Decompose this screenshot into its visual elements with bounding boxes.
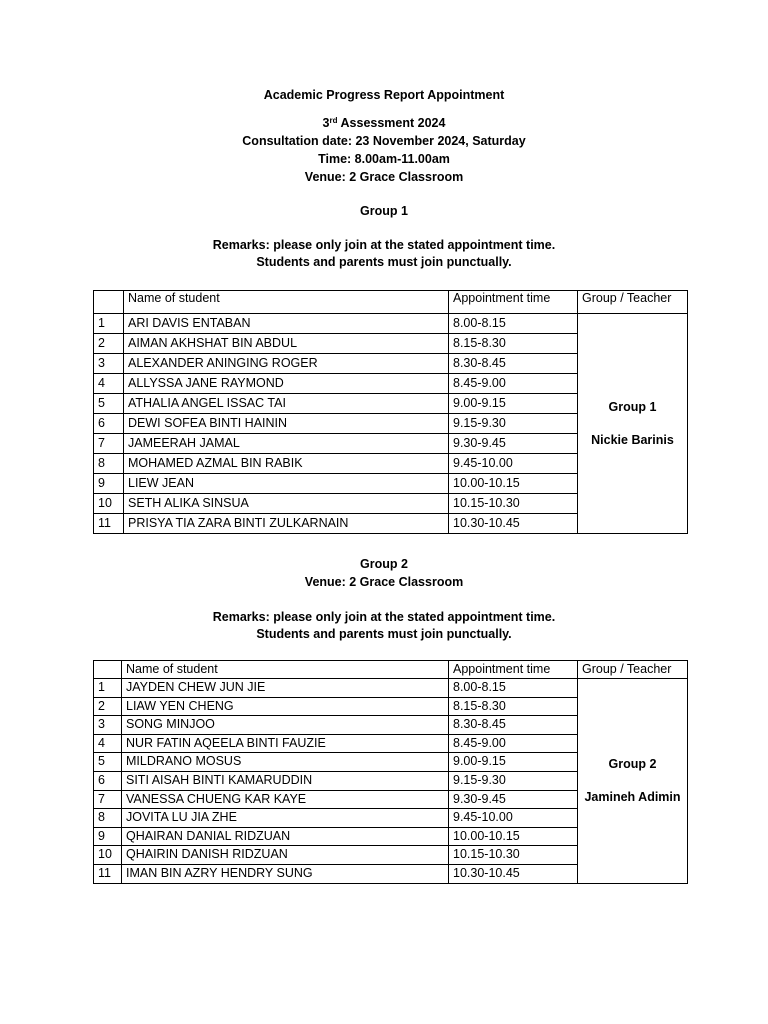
appointment-time: 8.30-8.45 [449,716,578,735]
row-number: 5 [94,753,122,772]
row-number: 1 [94,679,122,698]
row-number: 6 [94,414,124,434]
student-name: NUR FATIN AQEELA BINTI FAUZIE [122,734,449,753]
student-name: LIEW JEAN [124,474,449,494]
assessment-line [0,114,768,132]
row-number: 3 [94,716,122,735]
row-number: 4 [94,734,122,753]
time-line: Time: 8.00am-11.00am [318,152,450,166]
appointment-time: 9.00-9.15 [449,394,578,414]
row-number: 7 [94,434,124,454]
group1-table [93,290,688,534]
appointment-time: 10.30-10.45 [449,514,578,534]
table-row [94,314,688,334]
table-row [94,679,688,698]
row-number: 2 [94,334,124,354]
appointment-time: 9.45-10.00 [449,454,578,474]
assessment-number: 3 [322,116,330,130]
group-label: Group 2 [608,756,657,771]
document-title: Academic Progress Report Appointment [263,88,505,102]
remarks-line-1: Remarks: please only join at the stated appointment time. [212,238,556,252]
group2-heading: Group 2 [360,557,408,571]
appointment-time: 10.00-10.15 [449,474,578,494]
row-number: 9 [94,474,124,494]
appointment-time: 8.00-8.15 [449,679,578,698]
group1-remarks [0,237,768,271]
appointment-time: 8.45-9.00 [449,734,578,753]
col-number [94,661,122,679]
row-number: 5 [94,394,124,414]
group2-table [93,660,688,884]
student-name: LIAW YEN CHENG [122,697,449,716]
col-name: Name of student [124,291,449,314]
remarks-line-1: Remarks: please only join at the stated appointment time. [212,610,556,624]
group-teacher-cell [578,679,688,884]
group-teacher-cell [578,314,688,534]
student-name: SONG MINJOO [122,716,449,735]
row-number: 4 [94,374,124,394]
row-number: 6 [94,771,122,790]
col-name: Name of student [122,661,449,679]
row-number: 10 [94,846,122,865]
student-name: SETH ALIKA SINSUA [124,494,449,514]
student-name: VANESSA CHUENG KAR KAYE [122,790,449,809]
teacher-name: Jamineh Adimin [584,789,681,804]
col-group: Group / Teacher [578,661,688,679]
student-name: QHAIRIN DANISH RIDZUAN [122,846,449,865]
student-name: ALLYSSA JANE RAYMOND [124,374,449,394]
col-time: Appointment time [449,291,578,314]
row-number: 7 [94,790,122,809]
student-name: JAMEERAH JAMAL [124,434,449,454]
appointment-time: 9.30-9.45 [449,434,578,454]
student-name: ARI DAVIS ENTABAN [124,314,449,334]
appointment-time: 10.30-10.45 [449,864,578,883]
appointment-time: 9.00-9.15 [449,753,578,772]
appointment-time: 8.15-8.30 [449,334,578,354]
group2-venue: Venue: 2 Grace Classroom [304,575,464,589]
col-time: Appointment time [449,661,578,679]
student-name: ALEXANDER ANINGING ROGER [124,354,449,374]
row-number: 8 [94,809,122,828]
row-number: 10 [94,494,124,514]
assessment-text: Assessment 2024 [337,116,446,130]
group2-remarks [0,609,768,643]
teacher-name: Nickie Barinis [591,432,674,447]
table-header-row [94,661,688,679]
group-label: Group 1 [608,399,657,414]
row-number: 1 [94,314,124,334]
header-block [0,114,768,186]
row-number: 2 [94,697,122,716]
student-name: QHAIRAN DANIAL RIDZUAN [122,827,449,846]
student-name: AIMAN AKHSHAT BIN ABDUL [124,334,449,354]
row-number: 8 [94,454,124,474]
appointment-time: 9.15-9.30 [449,414,578,434]
appointment-time: 8.00-8.15 [449,314,578,334]
row-number: 9 [94,827,122,846]
appointment-time: 9.30-9.45 [449,790,578,809]
group1-heading: Group 1 [360,204,408,218]
student-name: DEWI SOFEA BINTI HAININ [124,414,449,434]
col-number [94,291,124,314]
appointment-time: 8.30-8.45 [449,354,578,374]
row-number: 3 [94,354,124,374]
appointment-time: 8.15-8.30 [449,697,578,716]
student-name: JAYDEN CHEW JUN JIE [122,679,449,698]
col-group: Group / Teacher [578,291,688,314]
student-name: MOHAMED AZMAL BIN RABIK [124,454,449,474]
venue-line: Venue: 2 Grace Classroom [304,170,464,184]
row-number: 11 [94,514,124,534]
row-number: 11 [94,864,122,883]
assessment-suffix: rd [329,116,338,125]
student-name: PRISYA TIA ZARA BINTI ZULKARNAIN [124,514,449,534]
appointment-time: 10.15-10.30 [449,494,578,514]
appointment-time: 10.15-10.30 [449,846,578,865]
student-name: SITI AISAH BINTI KAMARUDDIN [122,771,449,790]
appointment-time: 8.45-9.00 [449,374,578,394]
consultation-date: Consultation date: 23 November 2024, Saturday [242,134,526,148]
remarks-line-2: Students and parents must join punctually. [256,627,512,641]
student-name: JOVITA LU JIA ZHE [122,809,449,828]
remarks-line-2: Students and parents must join punctually. [256,255,512,269]
student-name: IMAN BIN AZRY HENDRY SUNG [122,864,449,883]
student-name: ATHALIA ANGEL ISSAC TAI [124,394,449,414]
appointment-time: 10.00-10.15 [449,827,578,846]
appointment-time: 9.15-9.30 [449,771,578,790]
table-header-row [94,291,688,314]
student-name: MILDRANO MOSUS [122,753,449,772]
appointment-time: 9.45-10.00 [449,809,578,828]
